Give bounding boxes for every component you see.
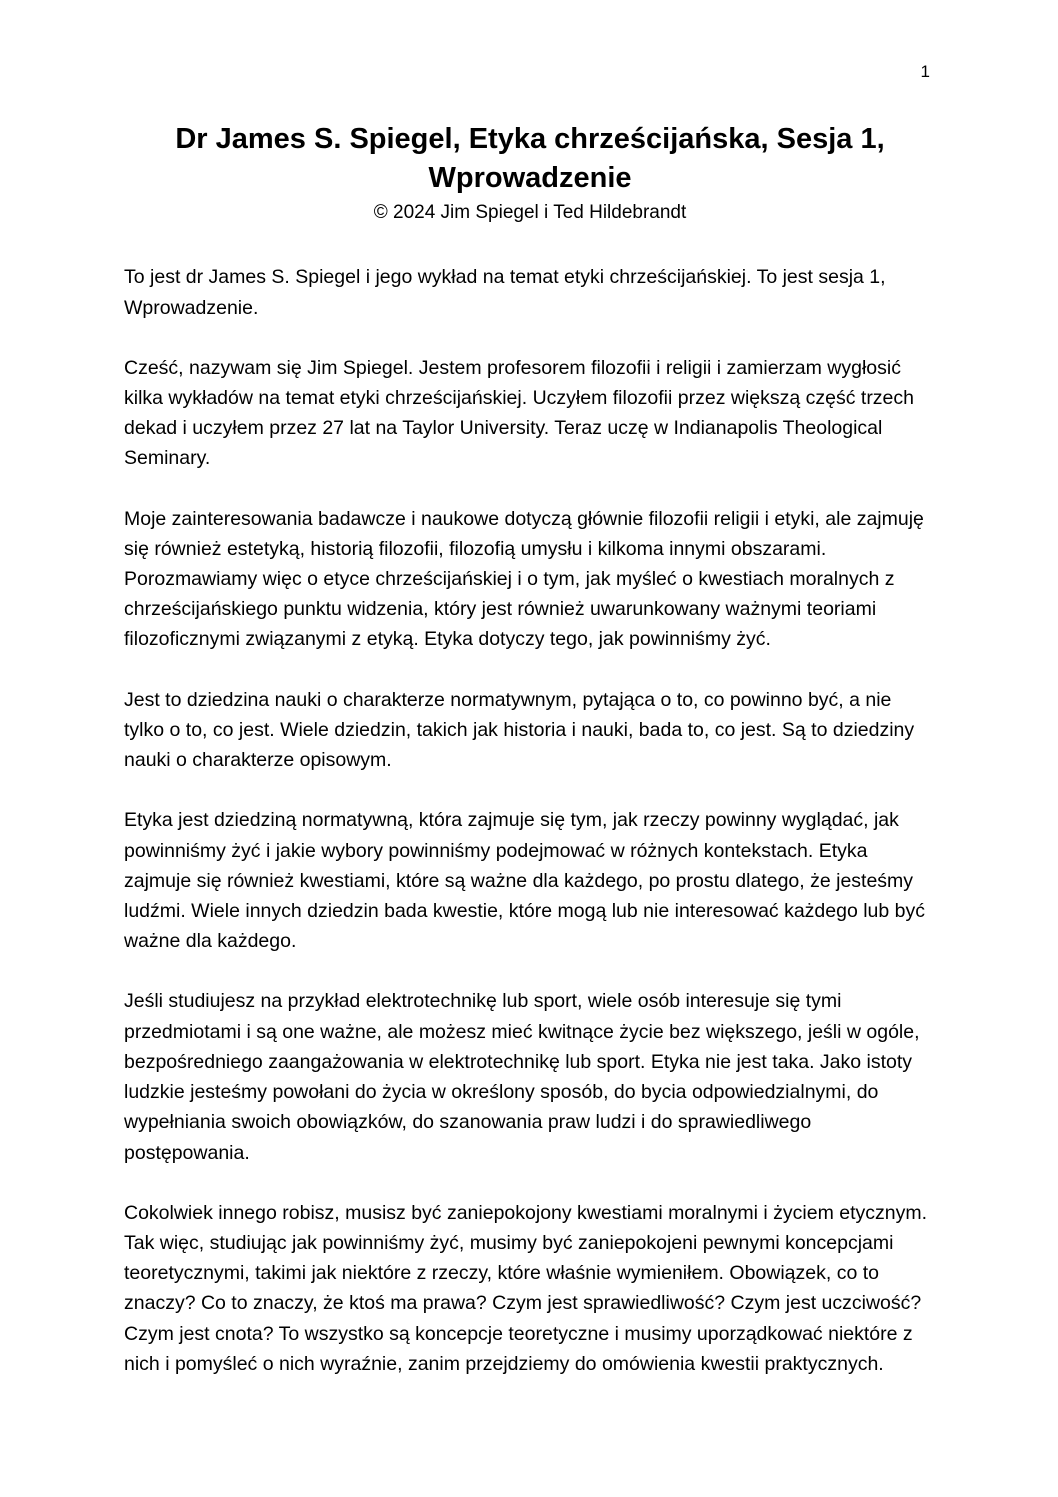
paragraph-6: Jeśli studiujesz na przykład elektrotechnikę lub sport, wiele osób interesuje się tymi przedmiotami i są one ważne, ale możesz mieć kwitnące życie bez większego, jeśli w ogóle, bezpośredniego zaangażowania w elektrotechnikę lub sport. Etyka nie jest taka. Jako istoty ludzkie jesteśmy powołani do życia w określony sposób, do bycia odpowiedzialnymi, do wypełniania swoich obowiązków, do szanowania praw ludzi i do sprawiedliwego postępowania. — [124, 990, 920, 1164]
paragraph-4: Jest to dziedzina nauki o charakterze normatywnym, pytająca o to, co powinno być, a nie tylko o to, co jest. Wiele dziedzin, takich jak historia i nauki, bada to, co jest. Są to dziedziny nauki o charakterze opisowym. — [124, 688, 915, 772]
document-title: Dr James S. Spiegel, Etyka chrześcijańska, Sesja 1, Wprowadzenie — [175, 123, 885, 195]
paragraph-3: Moje zainteresowania badawcze i naukowe dotyczą głównie filozofii religii i etyki, ale zajmuję się również estetyką, historią filozofii, filozofią umysłu i kilkoma innymi obszarami. Porozmawiamy więc o etyce chrześcijańskiej i o tym, jak myśleć o kwestiach moralnych z chrześcijańskiego punktu widzenia, który jest również uwarunkowany ważnymi teoriami filozoficznymi związanymi z etyką. Etyka dotyczy tego, jak powinniśmy żyć. — [124, 507, 924, 651]
copyright-line: © 2024 Jim Spiegel i Ted Hildebrandt — [373, 202, 687, 224]
document-body — [124, 262, 936, 1379]
paragraph-2: Cześć, nazywam się Jim Spiegel. Jestem profesorem filozofii i religii i zamierzam wygłosić kilka wykładów na temat etyki chrześcijańskiej. Uczyłem filozofii przez większą część trzech dekad i uczyłem przez 27 lat na Taylor University. Teraz uczę w Indianapolis Theological Seminary. — [124, 356, 914, 470]
page-number: 1 — [920, 62, 930, 81]
paragraph-1: To jest dr James S. Spiegel i jego wykład na temat etyki chrześcijańskiej. To jest sesja 1, Wprowadzenie. — [124, 266, 886, 319]
paragraph-7: Cokolwiek innego robisz, musisz być zaniepokojony kwestiami moralnymi i życiem etycznym. Tak więc, studiując jak powinniśmy żyć, musimy być zaniepokojeni pewnymi koncepcjami teoretycznymi, takimi jak niektóre z rzeczy, które właśnie wymieniłem. Obowiązek, co to znaczy? Co to znaczy, że ktoś ma prawa? Czym jest sprawiedliwość? Czym jest uczciwość? Czym jest cnota? To wszystko są koncepcje teoretyczne i musimy uporządkować niektóre z nich i pomyśleć o nich wyraźnie, zanim przejdziemy do omówienia kwestii praktycznych. — [124, 1201, 928, 1375]
paragraph-5: Etyka jest dziedziną normatywną, która zajmuje się tym, jak rzeczy powinny wyglądać, jak powinniśmy żyć i jakie wybory powinniśmy podejmować w różnych kontekstach. Etyka zajmuje się również kwestiami, które są ważne dla każdego, po prostu dlatego, że jesteśmy ludźmi. Wiele innych dziedzin bada kwestie, które mogą lub nie interesować każdego lub być ważne dla każdego. — [124, 809, 926, 953]
